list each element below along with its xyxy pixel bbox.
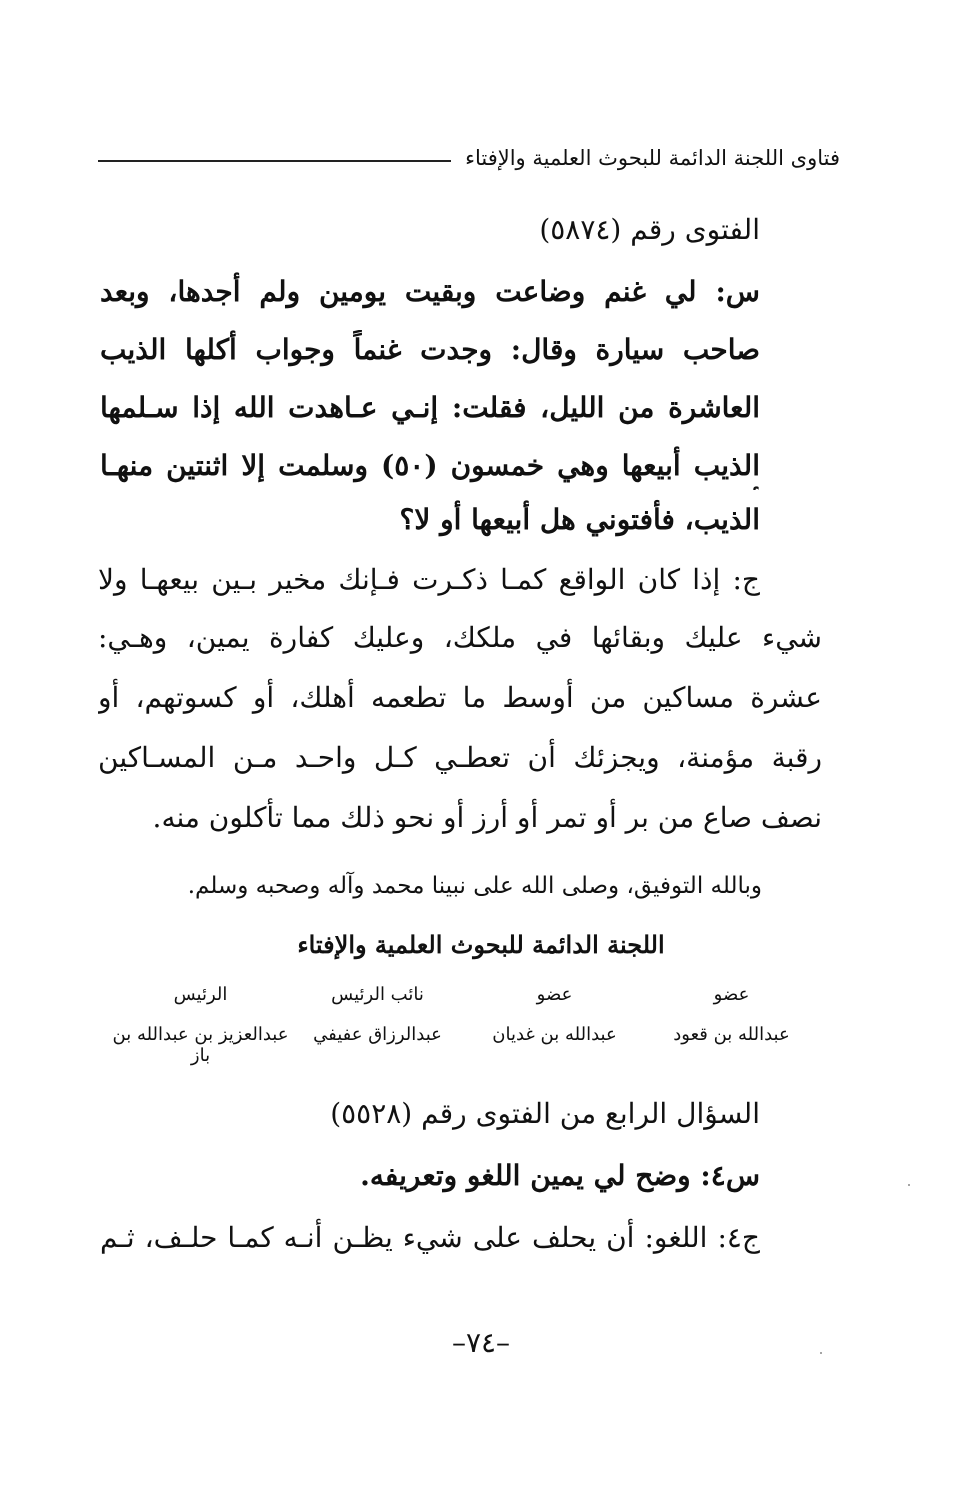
signatory-name: عبدالله بن قعود [673, 1024, 790, 1045]
question-line: س: لي غنم وضاعت وبقيت يومين ولم أجدها، وبعد [100, 275, 760, 308]
answer-line: رقبة مؤمنة، ويجزئك أن تعطـي كـل واحـد مـن المسـاكين [98, 741, 822, 774]
scan-speck [820, 1352, 822, 1354]
signatory-name: عبدالعزيز بن عبدالله بن باز [112, 1024, 289, 1066]
signatory-name: عبدالله بن غديان [492, 1024, 617, 1045]
question-line: صاحب سيارة وقال: وجدت غنماً وجواب أكلها الذيب [100, 333, 760, 366]
signatory-title: الرئيس [173, 984, 228, 1005]
next-question-text: س٤: وضح لي يمين اللغو وتعريفه. [360, 1159, 760, 1192]
signatory-names [112, 1024, 820, 1066]
fatwa-heading: الفتوى رقم (٥٨٧٤) [539, 213, 760, 246]
answer-line: ج: إذا كان الواقع كمـا ذكـرت فـإنك مخير بـين بيعهـا ولا [98, 563, 760, 596]
signatory-title: عضو [713, 984, 750, 1005]
question-line: الذيب أبيعها وهي خمسون (٥٠) وسلمت إلا اثنتين منهـا [100, 449, 760, 482]
running-header [98, 138, 840, 178]
signatory-name: عبدالرزاق عفيفي [313, 1024, 442, 1045]
signatory-title: نائب الرئيس [331, 984, 424, 1005]
header-title: فتاوى اللجنة الدائمة للبحوث العلمية والإفتاء [465, 146, 840, 170]
header-rule [98, 160, 451, 162]
page-number: –٧٤– [451, 1326, 511, 1359]
closing-line: وبالله التوفيق، وصلى الله على نبينا محمد وآله وصحبه وسلم. [187, 873, 762, 899]
answer-line: عشرة مساكين من أوسط ما تطعمه أهلك، أو كسوتهم، أو [98, 681, 822, 714]
next-question-heading: السؤال الرابع من الفتوى رقم (٥٥٢٨) [330, 1097, 760, 1130]
answer-line: نصف صاع من بر أو تمر أو أرز أو نحو ذلك مما تأكلون منه. [152, 801, 822, 834]
signatory-titles [112, 984, 820, 1005]
question-line: الذيب، فأفتوني هل أبيعها أو لا؟ [399, 503, 760, 536]
question-line: العاشرة من الليل، فقلت: إنـي عـاهدت الله إذا سـلمها [100, 391, 760, 424]
signatory-title: عضو [536, 984, 573, 1005]
committee-name: اللجنة الدائمة للبحوث العلمية والإفتاء [297, 930, 665, 959]
next-answer-line: ج٤: اللغو: أن يحلف على شيء يظـن أنـه كمـا حلـف، ثـم [100, 1221, 760, 1254]
scan-speck [908, 1184, 910, 1186]
answer-line: شيء عليك وبقائها في ملكك، وعليك كفارة يمين، وهـي: [98, 621, 822, 654]
